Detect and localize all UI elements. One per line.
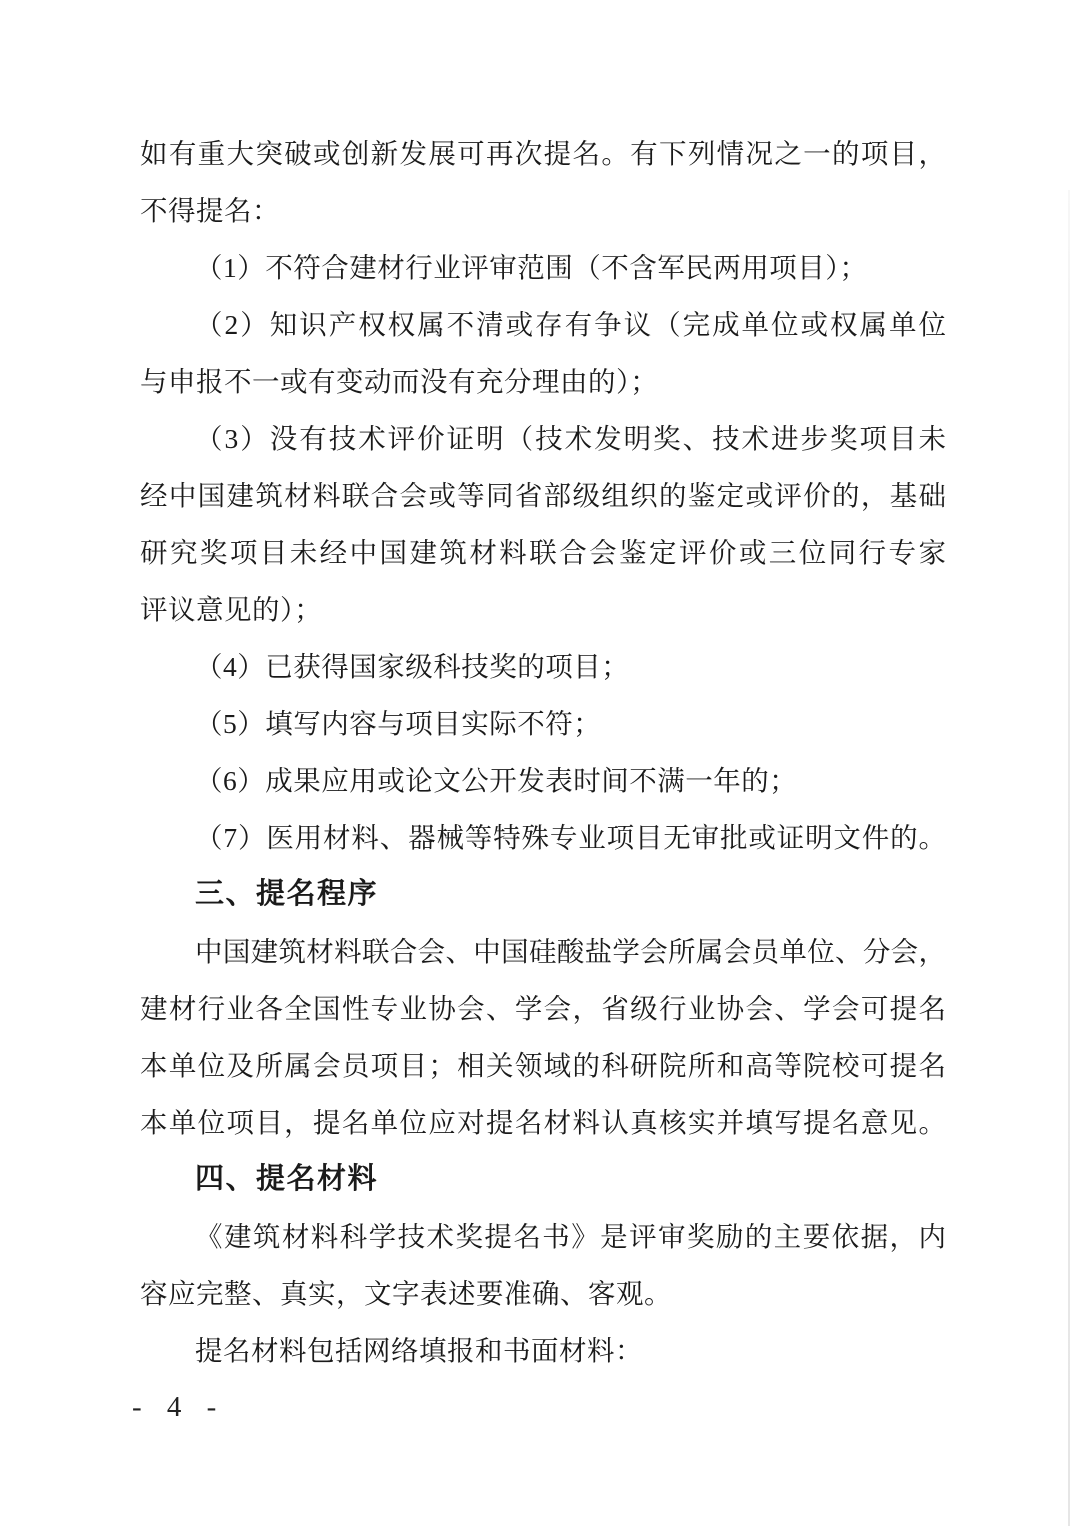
procedure-paragraph-line-4: 本单位项目，提名单位应对提名材料认真核实并填写提名意见。 — [140, 1107, 946, 1138]
exclusion-item-7: （7）医用材料、器械等特殊专业项目无审批或证明文件的。 — [195, 822, 946, 853]
exclusion-item-1: （1）不符合建材行业评审范围（不含军民两用项目）； — [195, 252, 868, 283]
exclusion-item-6: （6）成果应用或论文公开发表时间不满一年的； — [195, 765, 798, 796]
intro-line-1: 如有重大突破或创新发展可再次提名。有下列情况之一的项目， — [140, 138, 946, 169]
exclusion-item-3: （3）没有技术评价证明（技术发明奖、技术进步奖项目未 — [195, 423, 946, 454]
intro-line-2: 不得提名： — [140, 195, 280, 226]
document-body — [140, 125, 946, 1379]
exclusion-item-3-continuation-3: 评议意见的）； — [140, 594, 323, 625]
procedure-paragraph-line-2: 建材行业各全国性专业协会、学会，省级行业协会、学会可提名 — [140, 993, 946, 1024]
exclusion-item-3-continuation-2: 研究奖项目未经中国建筑材料联合会鉴定评价或三位同行专家 — [140, 537, 946, 568]
materials-paragraph-line-1: 《建筑材料科学技术奖提名书》是评审奖励的主要依据，内 — [195, 1221, 946, 1252]
section-heading-nomination-materials: 四、提名材料 — [195, 1163, 379, 1195]
exclusion-item-5: （5）填写内容与项目实际不符； — [195, 708, 602, 739]
page-number: - 4 - — [132, 1391, 220, 1423]
materials-paragraph-line-2: 容应完整、真实，文字表述要准确、客观。 — [140, 1278, 672, 1309]
exclusion-item-2: （2）知识产权权属不清或存有争议（完成单位或权属单位 — [195, 309, 946, 340]
exclusion-item-3-continuation-1: 经中国建筑材料联合会或等同省部级组织的鉴定或评价的，基础 — [140, 480, 946, 511]
procedure-paragraph-line-3: 本单位及所属会员项目；相关领域的科研院所和高等院校可提名 — [140, 1050, 946, 1081]
procedure-paragraph-line-1: 中国建筑材料联合会、中国硅酸盐学会所属会员单位、分会， — [195, 936, 946, 967]
materials-paragraph-line-3: 提名材料包括网络填报和书面材料： — [195, 1335, 643, 1366]
scan-artifact-line — [1068, 190, 1070, 1526]
exclusion-item-4: （4）已获得国家级科技奖的项目； — [195, 651, 630, 682]
section-heading-nomination-procedure: 三、提名程序 — [195, 878, 379, 910]
exclusion-item-2-continuation: 与申报不一或有变动而没有充分理由的）； — [140, 366, 659, 397]
